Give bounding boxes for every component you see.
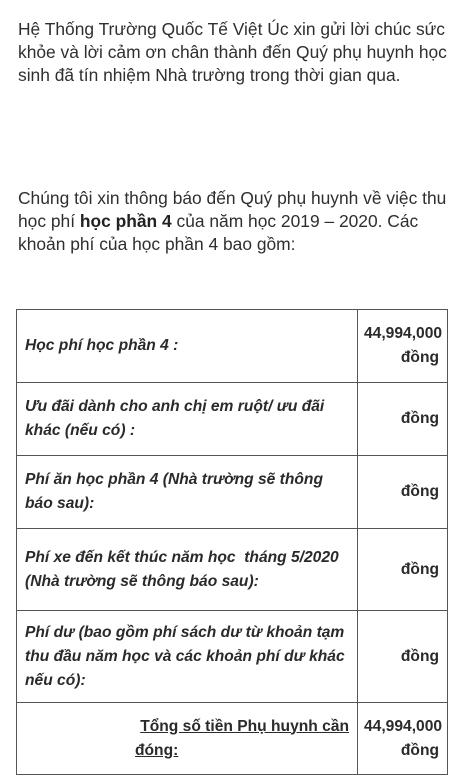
- fee-amount-unit: đồng: [400, 647, 439, 665]
- fee-amount: [358, 310, 448, 383]
- fee-label: Phí dư (bao gồm phí sách dư từ khoản tạm thu đầu năm học và các khoản phí dư khác nếu có):: [17, 611, 358, 703]
- fee-label: Ưu đãi dành cho anh chị em ruột/ ưu đãi khác (nếu có) :: [17, 383, 358, 456]
- table-row: [17, 529, 448, 611]
- table-row-total: [17, 703, 448, 775]
- fee-amount-unit: đồng: [400, 349, 439, 366]
- total-amount: [358, 703, 448, 775]
- fee-amount: [358, 383, 448, 456]
- intro-paragraph-greeting: Hệ Thống Trường Quốc Tế Việt Úc xin gửi lời chúc sức khỏe và lời cảm ơn chân thành đến Quý phụ huynh học sinh đã tín nhiệm Nhà trường trong thời gian qua.: [18, 19, 447, 85]
- total-label-line2: đóng:: [135, 741, 179, 759]
- notice-text-bold: học phần 4: [79, 211, 172, 231]
- table-row: [17, 383, 448, 456]
- fee-amount-unit: đồng: [400, 560, 439, 578]
- table-row: [17, 456, 448, 529]
- notice-text-end: của năm học 2019 – 2020. Các khoản phí của học phần 4 bao gồm:: [18, 211, 419, 254]
- table-row: [17, 310, 448, 383]
- total-label: [17, 703, 358, 775]
- fee-amount: [358, 529, 448, 611]
- fee-amount-unit: đồng: [400, 483, 439, 500]
- fee-label: Học phí học phần 4 :: [17, 310, 358, 383]
- total-amount-value: 44,994,000: [364, 717, 443, 735]
- fee-table: [16, 309, 448, 775]
- fee-label: Phí xe đến kết thúc năm học tháng 5/2020 (Nhà trường sẽ thông báo sau):: [17, 529, 358, 611]
- fee-amount: [358, 456, 448, 529]
- fee-amount-value: 44,994,000: [364, 325, 443, 342]
- fee-amount-unit: đồng: [400, 410, 439, 427]
- notice-text-start: Chúng tôi xin thông báo đến Quý phụ huynh về việc thu học phí: [18, 188, 447, 231]
- total-amount-unit: đồng: [400, 741, 439, 759]
- fee-amount: [358, 611, 448, 703]
- total-label-line1: Tổng số tiền Phụ huynh cần: [140, 717, 349, 735]
- fee-label: Phí ăn học phần 4 (Nhà trường sẽ thông báo sau):: [17, 456, 358, 529]
- intro-paragraph-notice: [18, 187, 458, 256]
- table-row: [17, 611, 448, 703]
